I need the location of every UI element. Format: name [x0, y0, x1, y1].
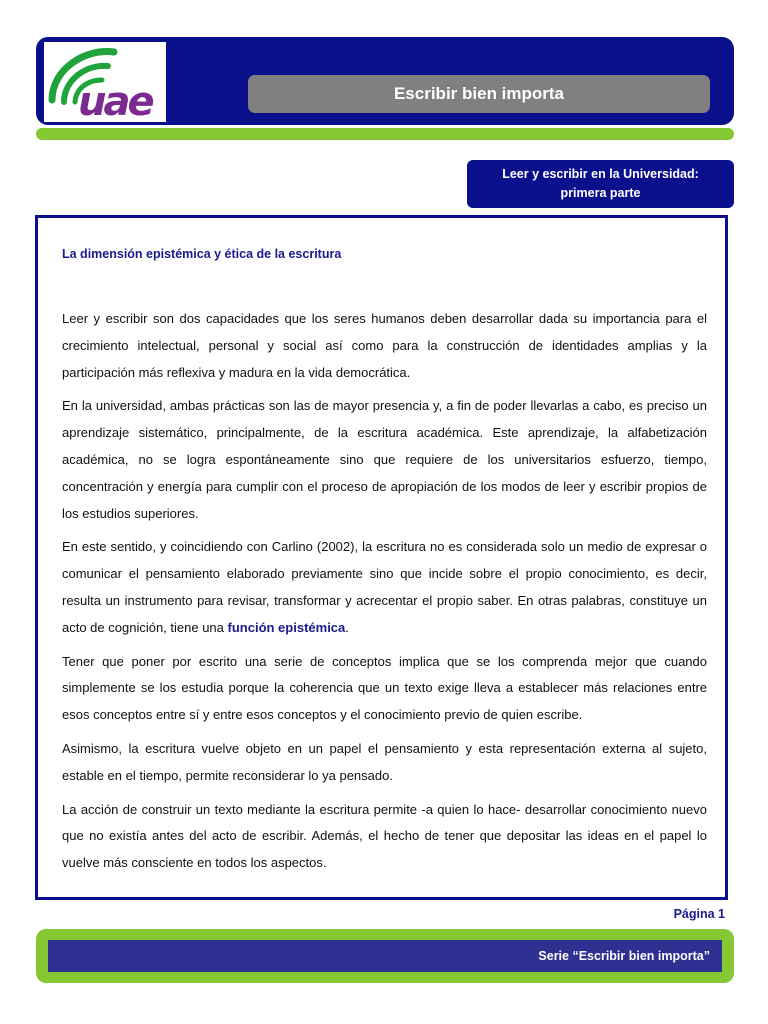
section-label [467, 160, 734, 208]
page-number: Página 1 [673, 907, 725, 921]
section-label-line1: Leer y escribir en la Universidad: [502, 167, 699, 181]
paragraph-6: La acción de construir un texto mediante la escritura permite -a quien lo hace- desarrollar conocimiento nuevo que no existía antes del acto de escribir. Además, el hecho de tener que depositar las ideas en el papel lo vuelve más consciente en todos los aspectos. [62, 801, 707, 871]
header-divider [36, 128, 734, 140]
paragraph-1: Leer y escribir son dos capacidades que los seres humanos deben desarrollar dada su importancia para el crecimiento intelectual, personal y social así como para la construcción de identidades amplias y la participación más reflexiva y madura en la vida democrática. [62, 311, 707, 380]
paragraph-5: Asimismo, la escritura vuelve objeto en un papel el pensamiento y esta representación externa al sujeto, estable en el tiempo, permite reconsiderar lo ya pensado. [62, 740, 707, 783]
paragraph-3 [62, 534, 707, 641]
footer-series-text: Serie “Escribir bien importa” [538, 949, 710, 963]
logo-graphic [44, 42, 166, 122]
paragraph-2: En la universidad, ambas prácticas son las de mayor presencia y, a fin de poder llevarlas a cabo, es preciso un aprendizaje sistemático, principalmente, de la escritura académica. Este aprendizaje, la alfabetización académica, no se logra espontáneamente sino que requiere de los universitarios esfuerzo, tiempo, concentración y energía para cumplir con el proceso de apropiación de los modos de leer y escribir propios de los estudios superiores. [62, 398, 707, 521]
body-text [62, 306, 707, 884]
section-label-line2: primera parte [560, 186, 641, 200]
logo-text: uae [78, 79, 152, 122]
logo [44, 42, 166, 122]
footer-series [48, 940, 722, 972]
paragraph-4: Tener que poner por escrito una serie de conceptos implica que se los comprenda mejor que cuando simplemente se los estudia porque la coherencia que un texto exige lleva a establecer más relaciones entre esos conceptos entre sí y entre esos conceptos y el conocimiento previo de quien escribe. [62, 653, 707, 723]
highlighted-term: función epistémica [227, 619, 346, 635]
paragraph-3-text: En este sentido, y coincidiendo con Carlino (2002), la escritura no es considerada solo un medio de expresar o comunicar el pensamiento elaborado previamente sino que incide sobre el propio conocimiento, es decir, resulta un instrumento para revisar, transformar y acrecentar el propio saber. En otras palabras, constituye un acto de cognición, tiene una [62, 539, 707, 635]
paragraph-3-end: . [345, 619, 349, 635]
content-heading: La dimensión epistémica y ética de la escritura [62, 247, 342, 261]
document-title: Escribir bien importa [248, 75, 710, 113]
